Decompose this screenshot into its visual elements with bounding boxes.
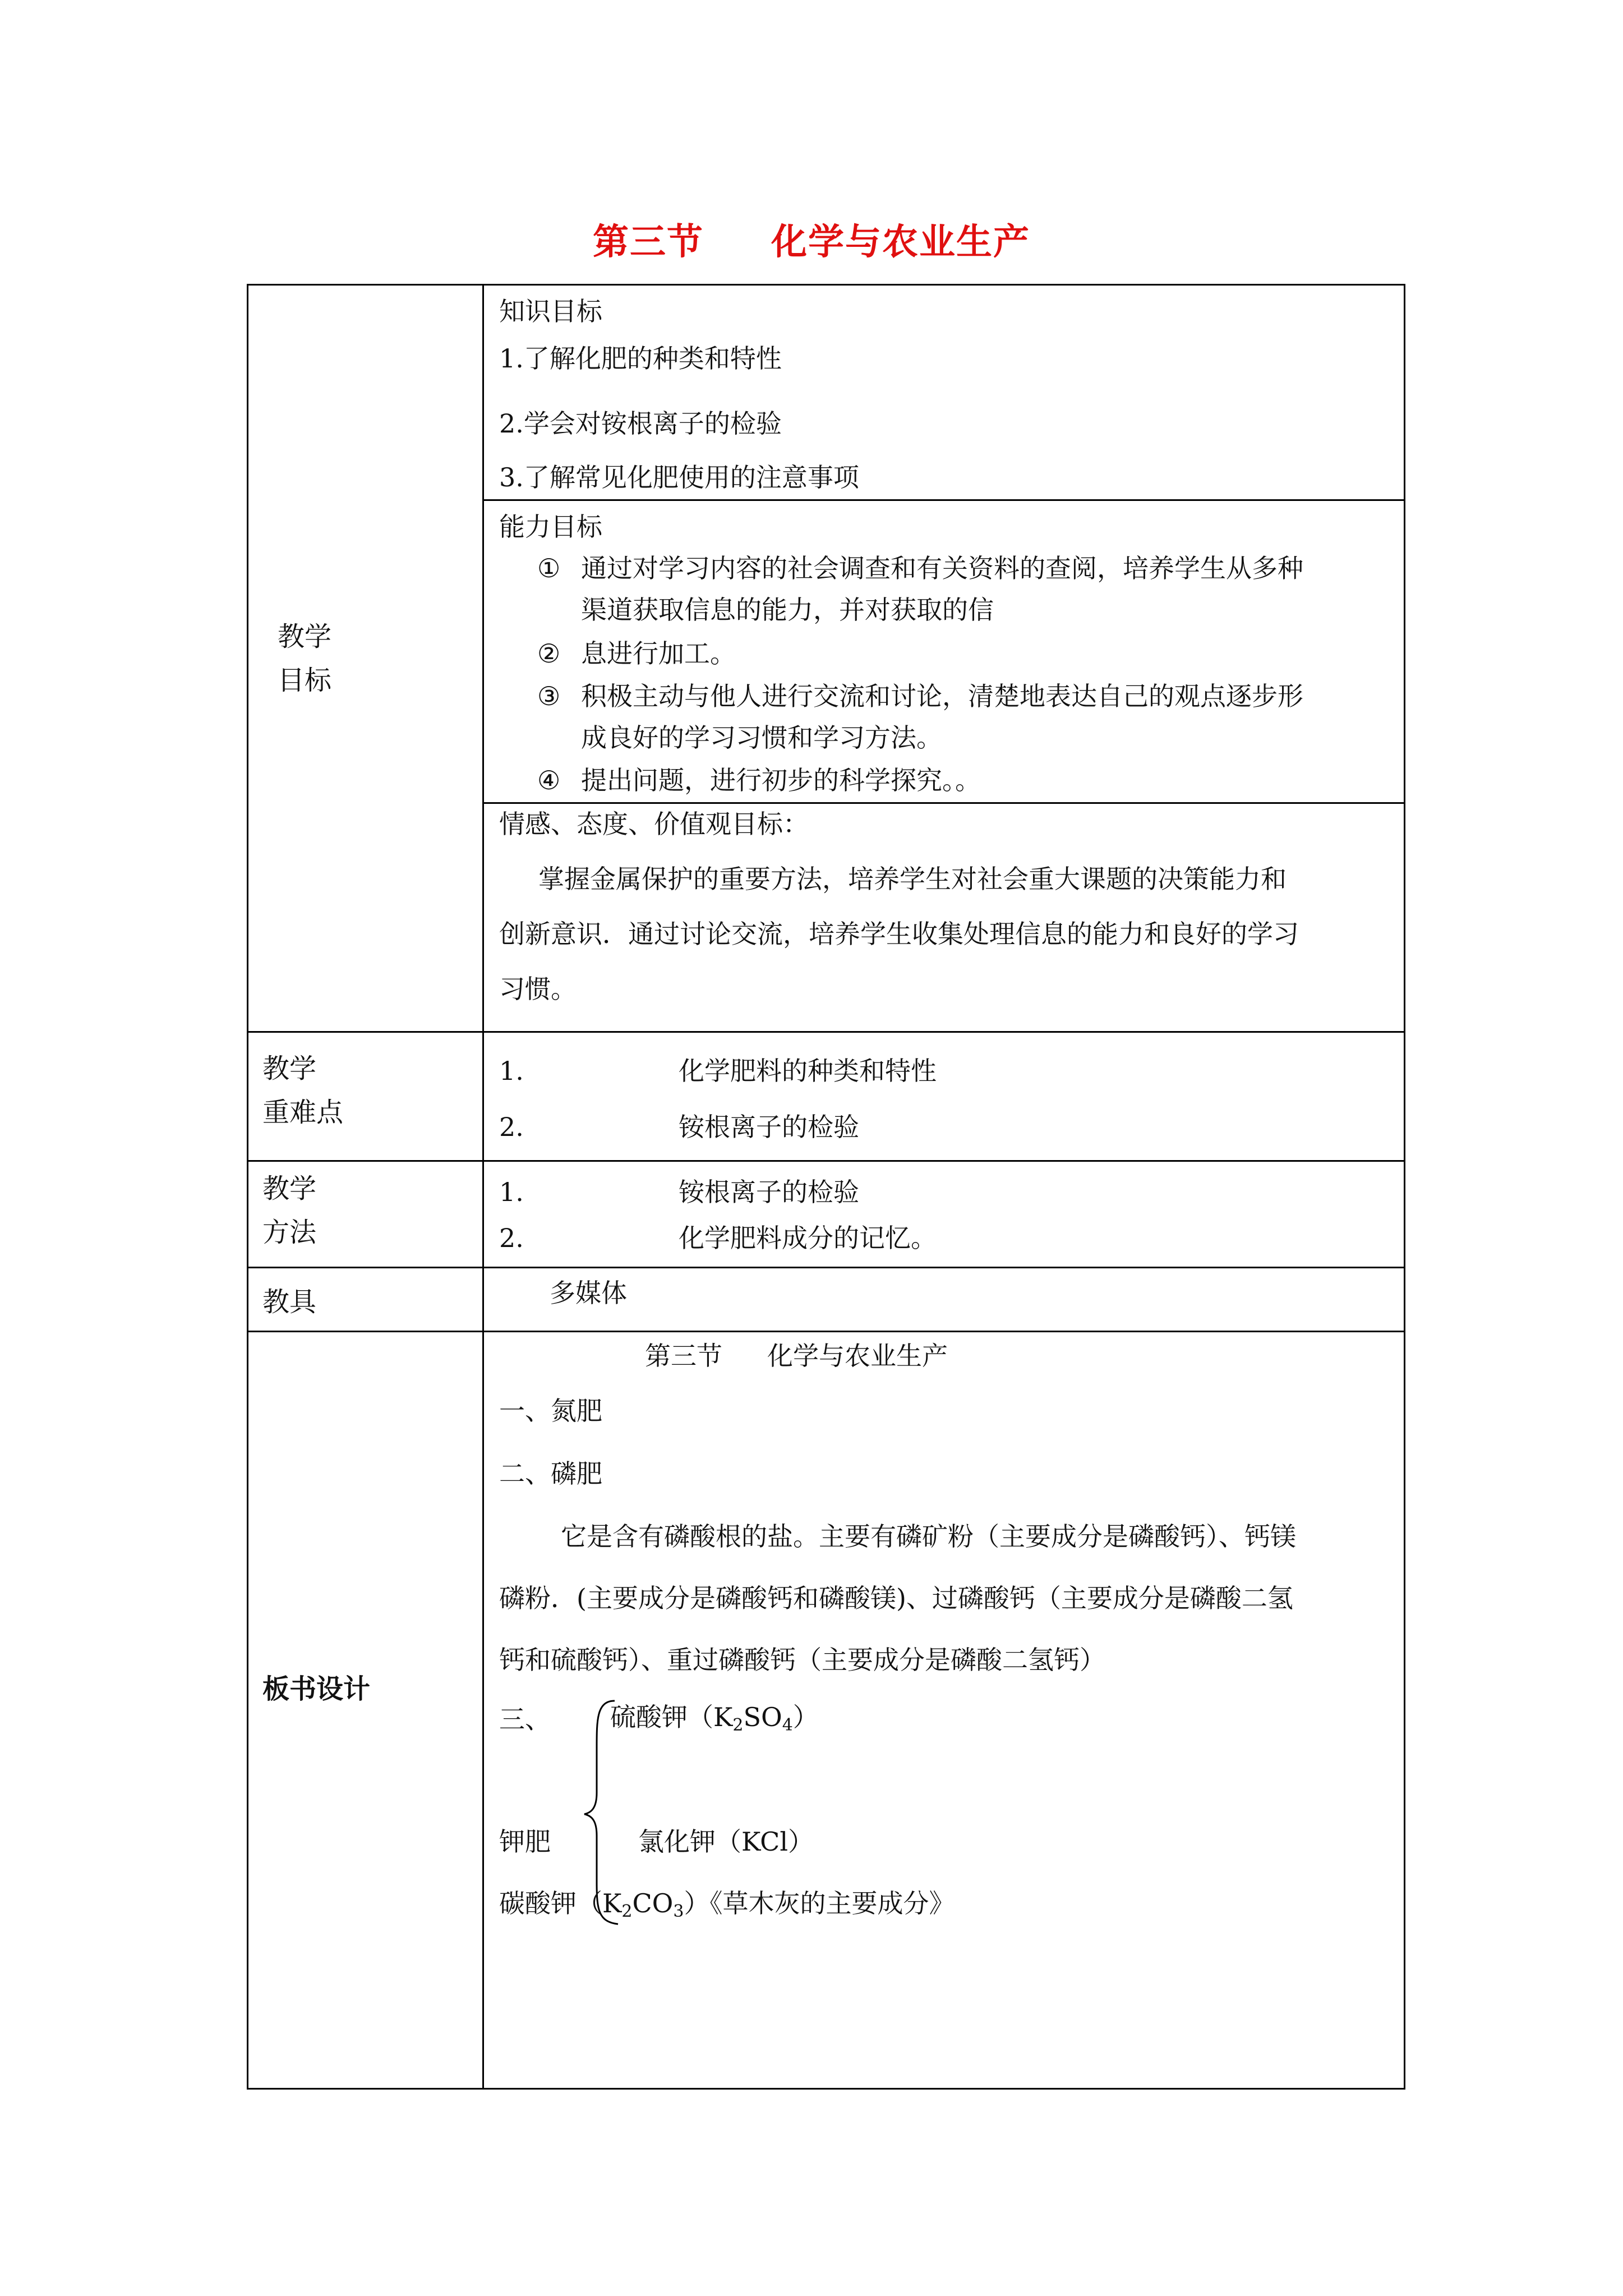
k-item-1-f1: K: [713, 1702, 733, 1732]
k-item-3-s1: 2: [621, 1902, 633, 1921]
title-topic: 化学与农业生产: [771, 222, 1030, 263]
knowledge-item-3: 3.了解常见化肥使用的注意事项: [499, 462, 859, 493]
ability-item-3-num: ③: [537, 681, 561, 711]
k-item-1-end: ）: [792, 1702, 819, 1732]
ability-item-3-line1: 积极主动与他人进行交流和讨论，清楚地表达自己的观点逐步形: [581, 681, 1303, 711]
ability-item-4: [537, 764, 981, 797]
keypoint-item-1-text: 化学肥料的种类和特性: [679, 1056, 937, 1086]
ability-item-3: [537, 680, 1303, 712]
keypoints-label-line1: 教学: [262, 1053, 317, 1084]
objectives-label: [278, 615, 331, 702]
k-item-3-f2: CO: [632, 1888, 674, 1918]
method-item-2: [499, 1222, 937, 1254]
board-title-topic: 化学与农业生产: [767, 1341, 948, 1371]
keypoint-item-2: [499, 1111, 859, 1143]
ability-item-1-num: ①: [537, 553, 561, 583]
keypoint-item-2-text: 铵根离子的检验: [679, 1112, 859, 1142]
ability-item-4-text: 提出问题，进行初步的科学探究。。: [581, 765, 981, 795]
k-item-1-s2: 4: [782, 1715, 793, 1735]
divider-methods-tools: [247, 1267, 1405, 1268]
board-nitrogen-heading: 一、氮肥: [499, 1396, 602, 1426]
emotion-line-1: 掌握金属保护的重要方法，培养学生对社会重大课题的决策能力和: [538, 864, 1287, 894]
k-item-3-s2: 3: [673, 1902, 684, 1921]
board-potassium-item-1: [610, 1701, 819, 1733]
board-phosphorus-heading: 二、磷肥: [499, 1458, 602, 1489]
tools-value: 多媒体: [550, 1278, 627, 1308]
method-item-1-num: 1.: [499, 1177, 524, 1207]
method-item-2-text: 化学肥料成分的记忆。: [679, 1223, 937, 1253]
ability-item-3-line2: 成良好的学习习惯和学习方法。: [581, 723, 942, 753]
ability-item-1-line2: 渠道获取信息的能力，并对获取的信: [581, 595, 994, 625]
ability-item-1: [537, 552, 1303, 585]
methods-label: [262, 1167, 316, 1254]
keypoint-item-1-num: 1.: [499, 1056, 524, 1086]
k-item-3-name: 碳酸钾（: [499, 1888, 602, 1918]
ability-item-2-text: 息进行加工。: [581, 638, 736, 669]
board-title-section: 第三节: [645, 1341, 722, 1371]
table-border-bottom: [247, 2088, 1405, 2090]
table-border-left: [247, 284, 248, 2090]
knowledge-item-2: 2.学会对铵根离子的检验: [499, 408, 782, 439]
table-border-top: [247, 284, 1405, 286]
emotion-line-2: 创新意识．通过讨论交流，培养学生收集处理信息的能力和良好的学习: [499, 919, 1299, 949]
ability-heading: 能力目标: [499, 512, 602, 542]
title-section: 第三节: [593, 222, 704, 263]
k-item-3-end: ）《草木灰的主要成分》: [684, 1888, 955, 1918]
board-potassium-num: 三、: [499, 1704, 551, 1734]
tools-label: 教具: [262, 1286, 317, 1318]
board-potassium-item-3: [499, 1887, 955, 1920]
knowledge-heading: 知识目标: [499, 296, 602, 326]
ability-item-2-num: ②: [537, 638, 561, 669]
lesson-plan-table: [247, 284, 1405, 2090]
objectives-label-line1: 教学: [278, 621, 332, 652]
divider-objectives-keypoints: [247, 1031, 1405, 1033]
method-item-1-text: 铵根离子的检验: [679, 1177, 859, 1207]
keypoint-item-1: [499, 1055, 937, 1087]
ability-item-1-line1: 通过对学习内容的社会调查和有关资料的查阅，培养学生从多种: [581, 553, 1303, 583]
emotion-line-3: 习惯。: [499, 974, 577, 1004]
table-border-right: [1404, 284, 1405, 2090]
divider-ability-emotion: [482, 802, 1405, 804]
ability-item-2: [537, 637, 736, 670]
objectives-label-line2: 目标: [278, 665, 332, 696]
k-item-3-f1: K: [602, 1888, 622, 1918]
k-item-1-f2: SO: [743, 1702, 782, 1732]
divider-keypoints-methods: [247, 1160, 1405, 1162]
k-item-1-name: 硫酸钾（: [610, 1702, 713, 1732]
divider-tools-board: [247, 1331, 1405, 1332]
methods-label-line1: 教学: [262, 1173, 317, 1204]
board-potassium-item-2: 氯化钾（KCl）: [638, 1826, 814, 1857]
page-title: [0, 213, 1623, 265]
board-phosphorus-line-3: 钙和硫酸钙）、重过磷酸钙（主要成分是磷酸二氢钙）: [499, 1645, 1105, 1675]
methods-label-line2: 方法: [262, 1217, 317, 1248]
board-label: 板书设计: [262, 1673, 371, 1705]
keypoint-item-2-num: 2.: [499, 1112, 524, 1142]
emotion-heading: 情感、态度、价值观目标：: [499, 809, 809, 839]
table-column-divider: [482, 284, 484, 2090]
method-item-2-num: 2.: [499, 1223, 524, 1253]
ability-item-4-num: ④: [537, 765, 561, 795]
board-phosphorus-line-1: 它是含有磷酸根的盐。主要有磷矿粉（主要成分是磷酸钙）、钙镁: [561, 1521, 1296, 1552]
k-item-1-s1: 2: [732, 1715, 744, 1735]
keypoints-label-line2: 重难点: [262, 1097, 344, 1128]
knowledge-item-1: 1.了解化肥的种类和特性: [499, 343, 782, 374]
board-phosphorus-line-2: 磷粉．(主要成分是磷酸钙和磷酸镁)、过磷酸钙（主要成分是磷酸二氢: [499, 1583, 1293, 1613]
board-potassium-label: 钾肥: [499, 1826, 551, 1857]
method-item-1: [499, 1176, 859, 1208]
board-title: [645, 1340, 948, 1372]
divider-knowledge-ability: [482, 499, 1405, 501]
keypoints-label: [262, 1047, 343, 1134]
